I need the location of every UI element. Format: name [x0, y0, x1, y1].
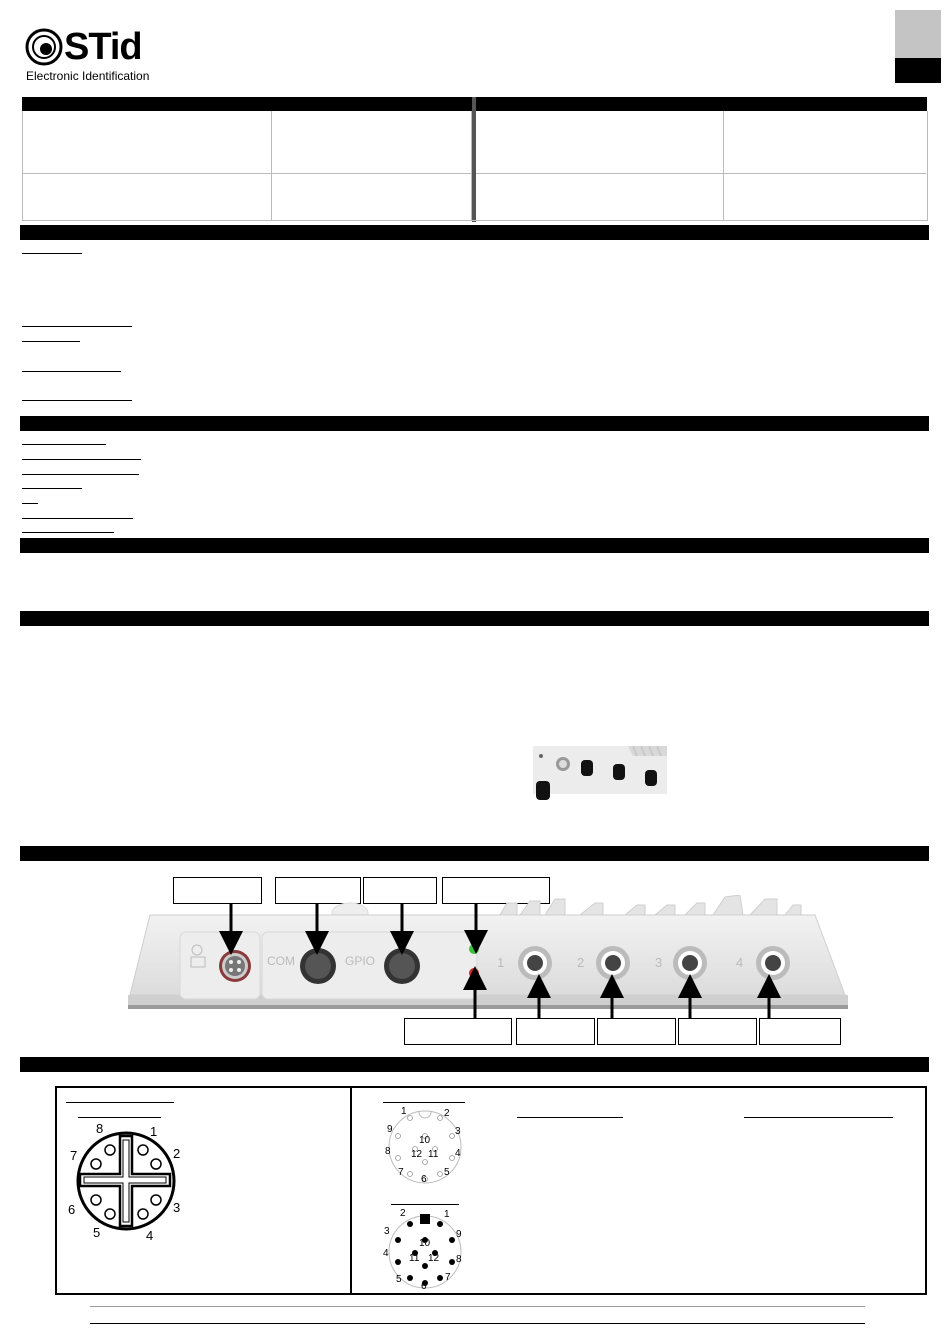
reader-connector-panel-photo: [125, 895, 850, 1015]
gpio-pin-label: 8: [456, 1254, 462, 1265]
heading-underline: [66, 1102, 174, 1103]
header-cell: [476, 111, 724, 174]
brand-logo: [24, 28, 164, 84]
com-pin-label: 9: [387, 1124, 393, 1135]
heading-underline: [22, 474, 139, 475]
header-cell: [272, 111, 472, 174]
heading-underline: [22, 341, 80, 342]
corner-tab-black: [895, 58, 941, 83]
heading-underline: [22, 459, 141, 460]
heading-underline: [22, 488, 82, 489]
footer-rule: [90, 1323, 865, 1324]
header-table-bar-right: [476, 97, 927, 111]
header-cell: [724, 174, 926, 220]
com-pin-label: 12: [411, 1149, 423, 1160]
led-red-icon: [469, 968, 479, 978]
com-pin-label: 5: [444, 1167, 450, 1178]
logo-emblem-icon: [24, 28, 64, 66]
m12-pin-label: 5: [93, 1225, 101, 1240]
section-bar-6: [20, 1057, 929, 1072]
section-bar-1: [20, 225, 929, 240]
m12-pin-label: 3: [173, 1200, 181, 1215]
m12-pin-label: 4: [146, 1228, 154, 1243]
port-label-gpio: GPIO: [345, 954, 376, 968]
header-cell: [272, 174, 472, 220]
callout-box-antenna-2: [597, 1018, 676, 1045]
section-bar-5: [20, 846, 929, 861]
heading-underline: [22, 518, 133, 519]
gpio-pin-label: 9: [456, 1229, 462, 1240]
com-connector-diagram: [380, 1104, 470, 1190]
heading-underline: [22, 400, 132, 401]
gpio-pin-label: 7: [445, 1272, 451, 1283]
gpio-pin-label: 11: [409, 1253, 420, 1264]
logo-wordmark: STid: [64, 26, 142, 68]
m12-pin-label: 7: [70, 1148, 78, 1163]
header-table-bar-left: [22, 97, 472, 111]
heading-underline: [22, 371, 121, 372]
callout-box-antenna-1: [516, 1018, 595, 1045]
gpio-pin-label: 6: [421, 1281, 427, 1292]
com-pin-label: 2: [444, 1108, 450, 1119]
com-pin-label: 4: [455, 1148, 461, 1159]
com-pin-label: 3: [455, 1126, 461, 1137]
footer-rule: [90, 1306, 865, 1307]
gpio-connector-diagram: [380, 1206, 470, 1294]
header-cell: [476, 174, 724, 220]
port-number-1: 1: [497, 955, 505, 970]
heading-underline: [383, 1102, 465, 1103]
section-bar-2: [20, 416, 929, 431]
m12-pin-label: 6: [68, 1202, 76, 1217]
section-bar-4: [20, 611, 929, 626]
gpio-pin-label: 2: [400, 1208, 406, 1219]
led-green-icon: [469, 944, 479, 954]
callout-box-antenna-4: [759, 1018, 841, 1045]
logo-tagline: Electronic Identification: [26, 69, 150, 83]
section-bar-3: [20, 538, 929, 553]
header-cell: [22, 111, 272, 174]
m12-connector-diagram: [58, 1118, 198, 1243]
heading-underline: [517, 1117, 623, 1118]
header-cell: [22, 174, 272, 220]
antenna-connector-photo: [533, 746, 667, 794]
port-label-com: COM: [267, 954, 295, 968]
port-number-2: 2: [577, 955, 585, 970]
gpio-pin-label: 12: [428, 1253, 440, 1264]
heading-underline: [22, 253, 82, 254]
corner-tab-grey: [895, 10, 941, 58]
com-pin-label: 8: [385, 1146, 391, 1157]
gpio-pin-label: 3: [384, 1226, 390, 1237]
header-cell: [724, 111, 926, 174]
callout-box-antenna-3: [678, 1018, 757, 1045]
pinout-table-divider: [350, 1088, 352, 1293]
gpio-pin-label: 5: [396, 1274, 402, 1285]
connector-photo-drawing: [533, 746, 667, 794]
heading-underline: [22, 326, 132, 327]
m12-pin-label: 1: [150, 1124, 158, 1139]
com-pin-label: 1: [401, 1106, 407, 1117]
header-table: [22, 97, 927, 222]
heading-underline: [22, 532, 114, 533]
gpio-pin-label: 4: [383, 1248, 389, 1259]
m12-pin-label: 8: [96, 1121, 104, 1136]
callout-box-led-red: [404, 1018, 512, 1045]
port-number-4: 4: [736, 955, 744, 970]
m12-connector-icon: [58, 1118, 198, 1243]
heading-underline: [22, 503, 38, 504]
com-pin-label: 7: [398, 1167, 404, 1178]
port-number-3: 3: [655, 955, 663, 970]
com-pin-label: 11: [428, 1149, 439, 1160]
heading-underline: [391, 1204, 459, 1205]
heading-underline: [744, 1117, 893, 1118]
gpio-pin-label: 10: [419, 1238, 431, 1249]
com-pin-label: 10: [419, 1135, 431, 1146]
gpio-pin-label: 1: [444, 1209, 450, 1220]
m12-pin-label: 2: [173, 1146, 181, 1161]
connector-cap-icon: [536, 781, 550, 800]
heading-underline: [22, 444, 106, 445]
com-pin-label: 6: [421, 1174, 427, 1185]
